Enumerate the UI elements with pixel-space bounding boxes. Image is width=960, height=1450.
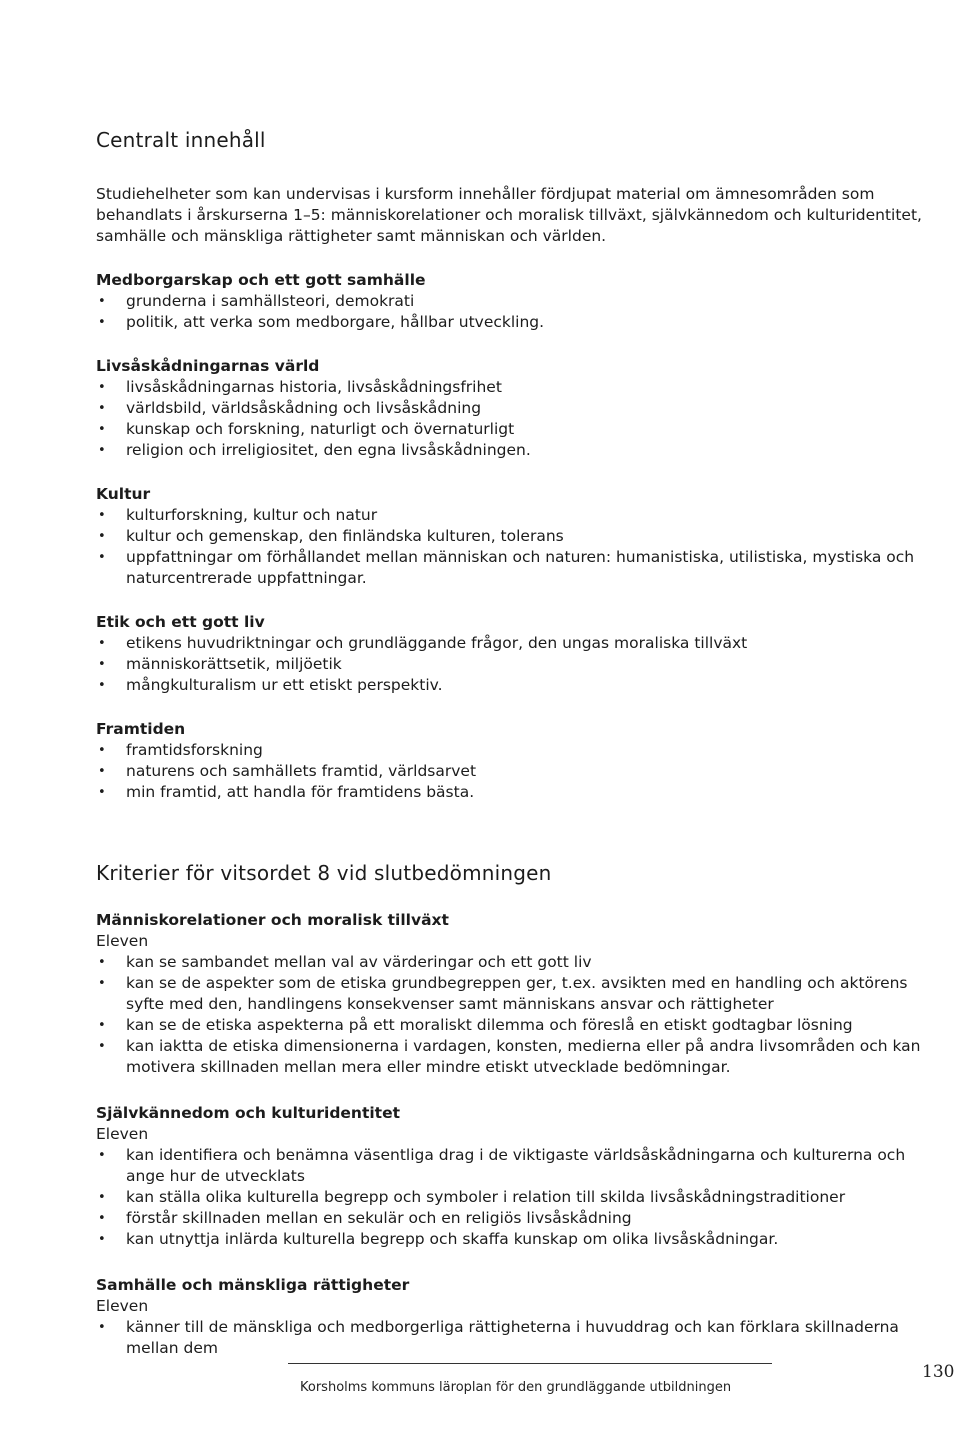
criteria-section-title: Samhälle och mänskliga rättigheter <box>96 1276 410 1294</box>
list-item: • politik, att verka som medborgare, hållbar utveckling. <box>96 312 936 333</box>
sections-bullet-list <box>96 291 936 333</box>
sections-section <box>96 270 936 333</box>
sections-bullet-list <box>96 740 936 803</box>
footer-text: Korsholms kommuns läroplan för den grundläggande utbildningen <box>300 1380 732 1395</box>
footer-divider <box>288 1363 772 1364</box>
list-item: • kan ställa olika kulturella begrepp och symboler i relation till skilda livsåskådningstraditioner <box>96 1187 936 1208</box>
content-heading: Centralt innehåll <box>96 128 266 152</box>
list-item: • världsbild, världsåskådning och livsåskådning <box>96 398 936 419</box>
list-item: • känner till de mänskliga och medborgerliga rättigheterna i huvuddrag och kan förklara skillnaderna mellan dem <box>96 1317 936 1359</box>
sections-section-title: Medborgarskap och ett gott samhälle <box>96 271 426 289</box>
list-item: • livsåskådningarnas historia, livsåskådningsfrihet <box>96 377 936 398</box>
content-sections <box>96 270 936 803</box>
criteria-section-title: Människorelationer och moralisk tillväxt <box>96 911 449 929</box>
list-item: • kulturforskning, kultur och natur <box>96 505 936 526</box>
list-item: • kunskap och forskning, naturligt och övernaturligt <box>96 419 936 440</box>
list-item: • kan identifiera och benämna väsentliga drag i de viktigaste världsåskådningarna och kulturerna och ange hur de utvecklats <box>96 1145 936 1187</box>
list-item: • människorättsetik, miljöetik <box>96 654 936 675</box>
criteria-bullet-list <box>96 1317 936 1359</box>
list-item: • kan iaktta de etiska dimensionerna i vardagen, konsten, medierna eller på andra livsområden och kan motivera skillnaden mellan mera eller mindre etiskt utvecklade bedömningar. <box>96 1036 936 1078</box>
criteria-heading: Kriterier för vitsordet 8 vid slutbedömningen <box>96 861 552 885</box>
sections-section <box>96 484 936 589</box>
list-item: • framtidsforskning <box>96 740 936 761</box>
list-item: • mångkulturalism ur ett etiskt perspektiv. <box>96 675 936 696</box>
criteria-bullet-list <box>96 952 936 1078</box>
sections-section-title: Livsåskådningarnas värld <box>96 357 320 375</box>
list-item: • religion och irreligiositet, den egna livsåskådningen. <box>96 440 936 461</box>
sections-section-title: Etik och ett gott liv <box>96 613 265 631</box>
list-item: • kan se sambandet mellan val av värderingar och ett gott liv <box>96 952 936 973</box>
list-item: • min framtid, att handla för framtidens bästa. <box>96 782 936 803</box>
sections-bullet-list <box>96 377 936 461</box>
document-page <box>96 128 936 1359</box>
sections-section-title: Framtiden <box>96 720 186 738</box>
list-item: • kan utnyttja inlärda kulturella begrepp och skaffa kunskap om olika livsåskådningar. <box>96 1229 936 1250</box>
page-number: 130 <box>922 1362 955 1382</box>
list-item: • grunderna i samhällsteori, demokrati <box>96 291 936 312</box>
criteria-section <box>96 1103 936 1250</box>
sections-bullet-list <box>96 633 936 696</box>
sections-section <box>96 719 936 803</box>
sections-section <box>96 612 936 696</box>
list-item: • kan se de etiska aspekterna på ett moraliskt dilemma och föreslå en etiskt godtagbar lösning <box>96 1015 936 1036</box>
criteria-section <box>96 1275 936 1359</box>
list-item: • förstår skillnaden mellan en sekulär och en religiös livsåskådning <box>96 1208 936 1229</box>
list-item: • kultur och gemenskap, den finländska kulturen, tolerans <box>96 526 936 547</box>
criteria-section-lead: Eleven <box>96 1125 149 1143</box>
criteria-sections <box>96 910 936 1359</box>
sections-bullet-list <box>96 505 936 589</box>
criteria-section-title: Självkännedom och kulturidentitet <box>96 1104 401 1122</box>
list-item: • naturens och samhällets framtid, världsarvet <box>96 761 936 782</box>
list-item: • kan se de aspekter som de etiska grundbegreppen ger, t.ex. avsikten med en handling och aktörens syfte med den, handlingens konsekvenser samt människans ansvar och rättigheter <box>96 973 936 1015</box>
criteria-section <box>96 910 936 1078</box>
list-item: • uppfattningar om förhållandet mellan människan och naturen: humanistiska, utilistiska, mystiska och naturcentrerade uppfattningar. <box>96 547 936 589</box>
sections-section <box>96 356 936 461</box>
criteria-section-lead: Eleven <box>96 1297 149 1315</box>
list-item: • etikens huvudriktningar och grundläggande frågor, den ungas moraliska tillväxt <box>96 633 936 654</box>
criteria-section-lead: Eleven <box>96 932 149 950</box>
sections-section-title: Kultur <box>96 485 151 503</box>
intro-paragraph: Studiehelheter som kan undervisas i kursform innehåller fördjupat material om ämnesområden som behandlats i årskurserna 1–5: människorelationer och moralisk tillväxt, självkännedom och kulturidentitet, samhälle och mänskliga rättigheter samt människan och världen. <box>96 185 922 245</box>
criteria-bullet-list <box>96 1145 936 1250</box>
